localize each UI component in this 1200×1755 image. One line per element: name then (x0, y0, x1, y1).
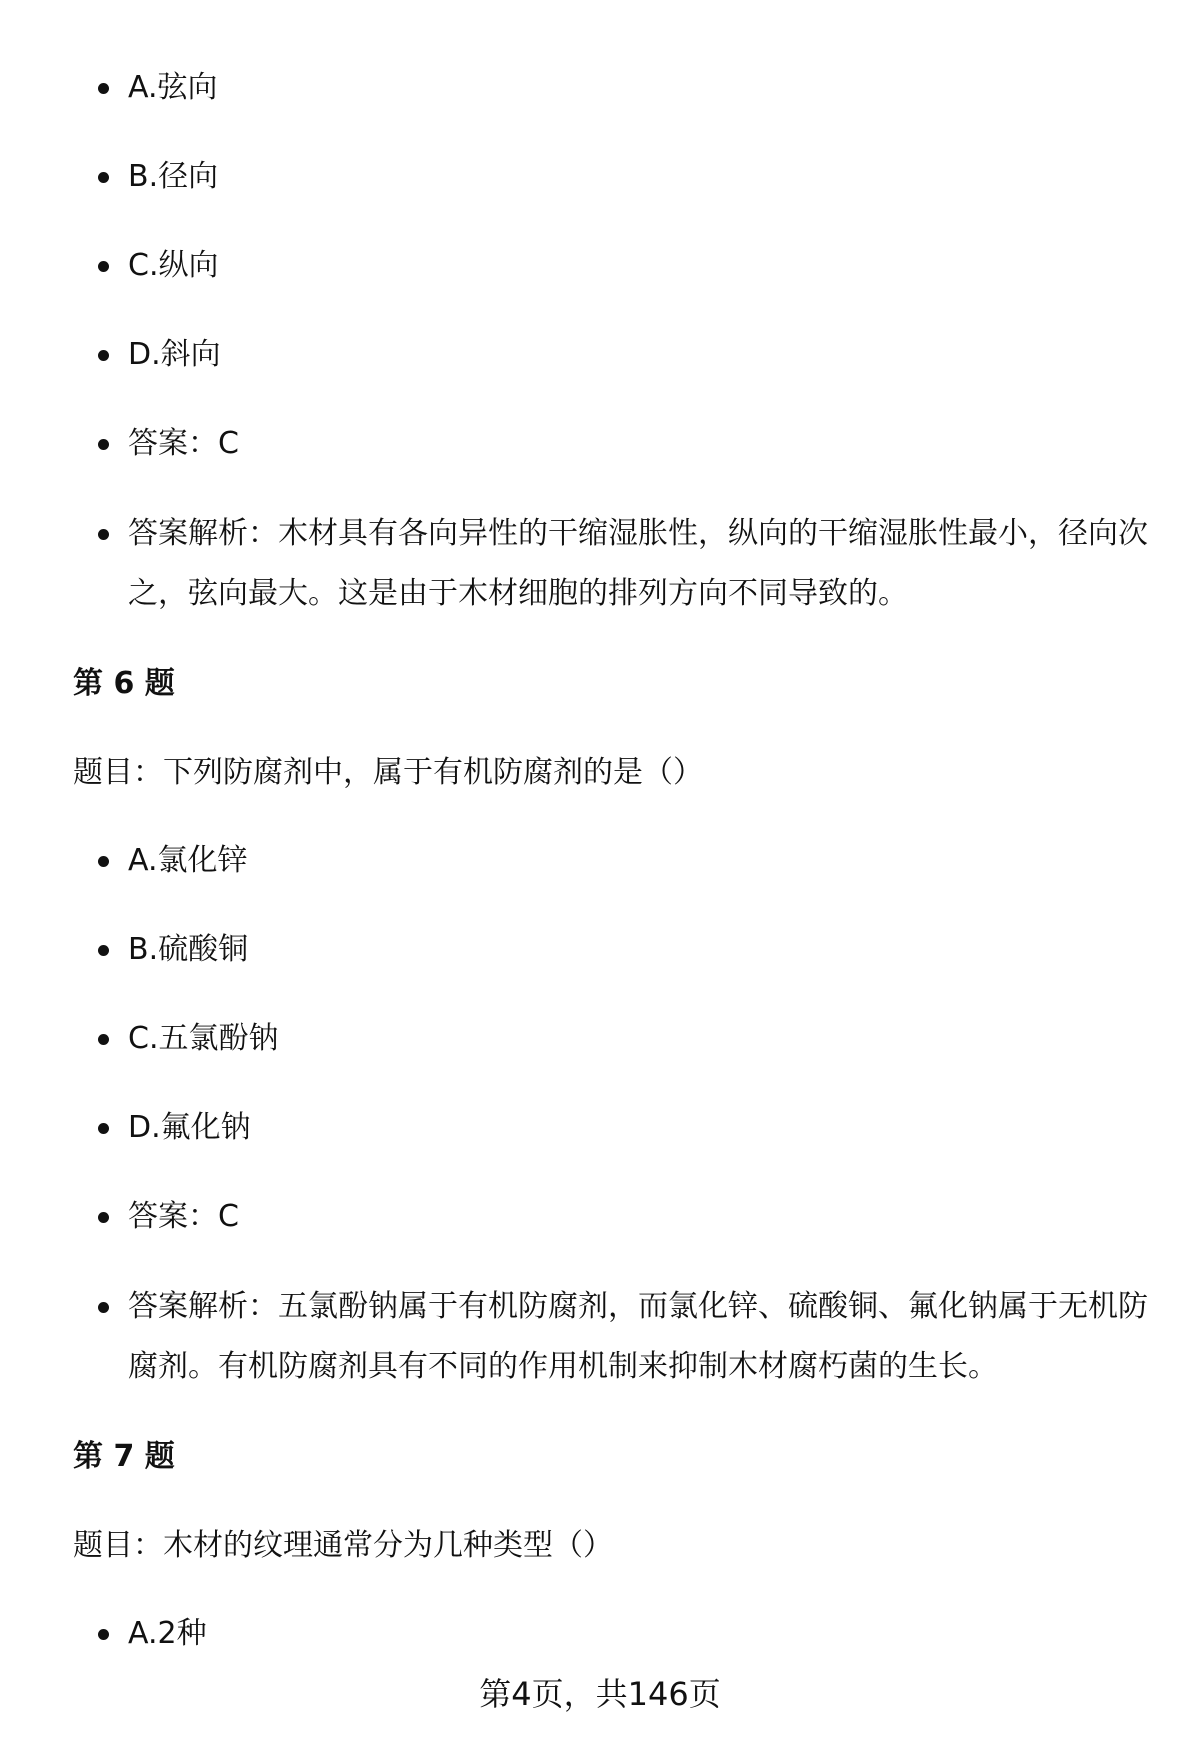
bullet-icon (98, 83, 109, 94)
answer-text: 答案：C (128, 426, 239, 461)
q5-option-b (98, 147, 1148, 207)
explanation-text: 答案解析：木材具有各向异性的干缩湿胀性，纵向的干缩湿胀性最小，径向次之，弦向最大。这是由于木材细胞的排列方向不同导致的。 (128, 516, 1148, 611)
answer-text: 答案：C (128, 1199, 239, 1234)
bullet-icon (98, 1034, 109, 1045)
bullet-icon (98, 945, 109, 956)
bullet-icon (98, 172, 109, 183)
explanation-text: 答案解析：五氯酚钠属于有机防腐剂，而氯化锌、硫酸铜、氟化钠属于无机防腐剂。有机防腐剂具有不同的作用机制来抑制木材腐朽菌的生长。 (128, 1289, 1148, 1384)
option-text: B.径向 (128, 159, 219, 194)
q5-option-a (98, 58, 1148, 118)
bullet-icon (98, 1302, 109, 1313)
q6-question: 题目：下列防腐剂中，属于有机防腐剂的是（） (73, 755, 703, 790)
option-text: A.2种 (128, 1616, 207, 1651)
q6-heading: 第 6 题 (73, 666, 175, 701)
q7-heading: 第 7 题 (73, 1439, 175, 1474)
q6-explanation (98, 1277, 1148, 1397)
option-text: C.纵向 (128, 248, 219, 283)
bullet-icon (98, 1629, 109, 1640)
bullet-icon (98, 1212, 109, 1223)
option-text: A.氯化锌 (128, 843, 248, 878)
option-text: D.斜向 (128, 337, 221, 372)
q6-option-c (98, 1009, 1148, 1069)
bullet-icon (98, 261, 109, 272)
q6-answer (98, 1187, 1148, 1247)
q5-option-d (98, 325, 1148, 385)
bullet-icon (98, 856, 109, 867)
q5-answer (98, 414, 1148, 474)
option-text: A.弦向 (128, 70, 218, 105)
option-text: C.五氯酚钠 (128, 1021, 279, 1056)
q7-question: 题目：木材的纹理通常分为几种类型（） (73, 1528, 613, 1563)
q6-option-d (98, 1098, 1148, 1158)
bullet-icon (98, 350, 109, 361)
bullet-icon (98, 1123, 109, 1134)
option-text: D.氟化钠 (128, 1110, 251, 1145)
q6-option-a (98, 831, 1148, 891)
q6-option-b (98, 920, 1148, 980)
page-number-footer: 第4页，共146页 (479, 1675, 721, 1713)
bullet-icon (98, 439, 109, 450)
bullet-icon (98, 529, 109, 540)
q7-option-a (98, 1604, 1148, 1664)
q5-option-c (98, 236, 1148, 296)
option-text: B.硫酸铜 (128, 932, 249, 967)
q5-explanation (98, 504, 1148, 624)
